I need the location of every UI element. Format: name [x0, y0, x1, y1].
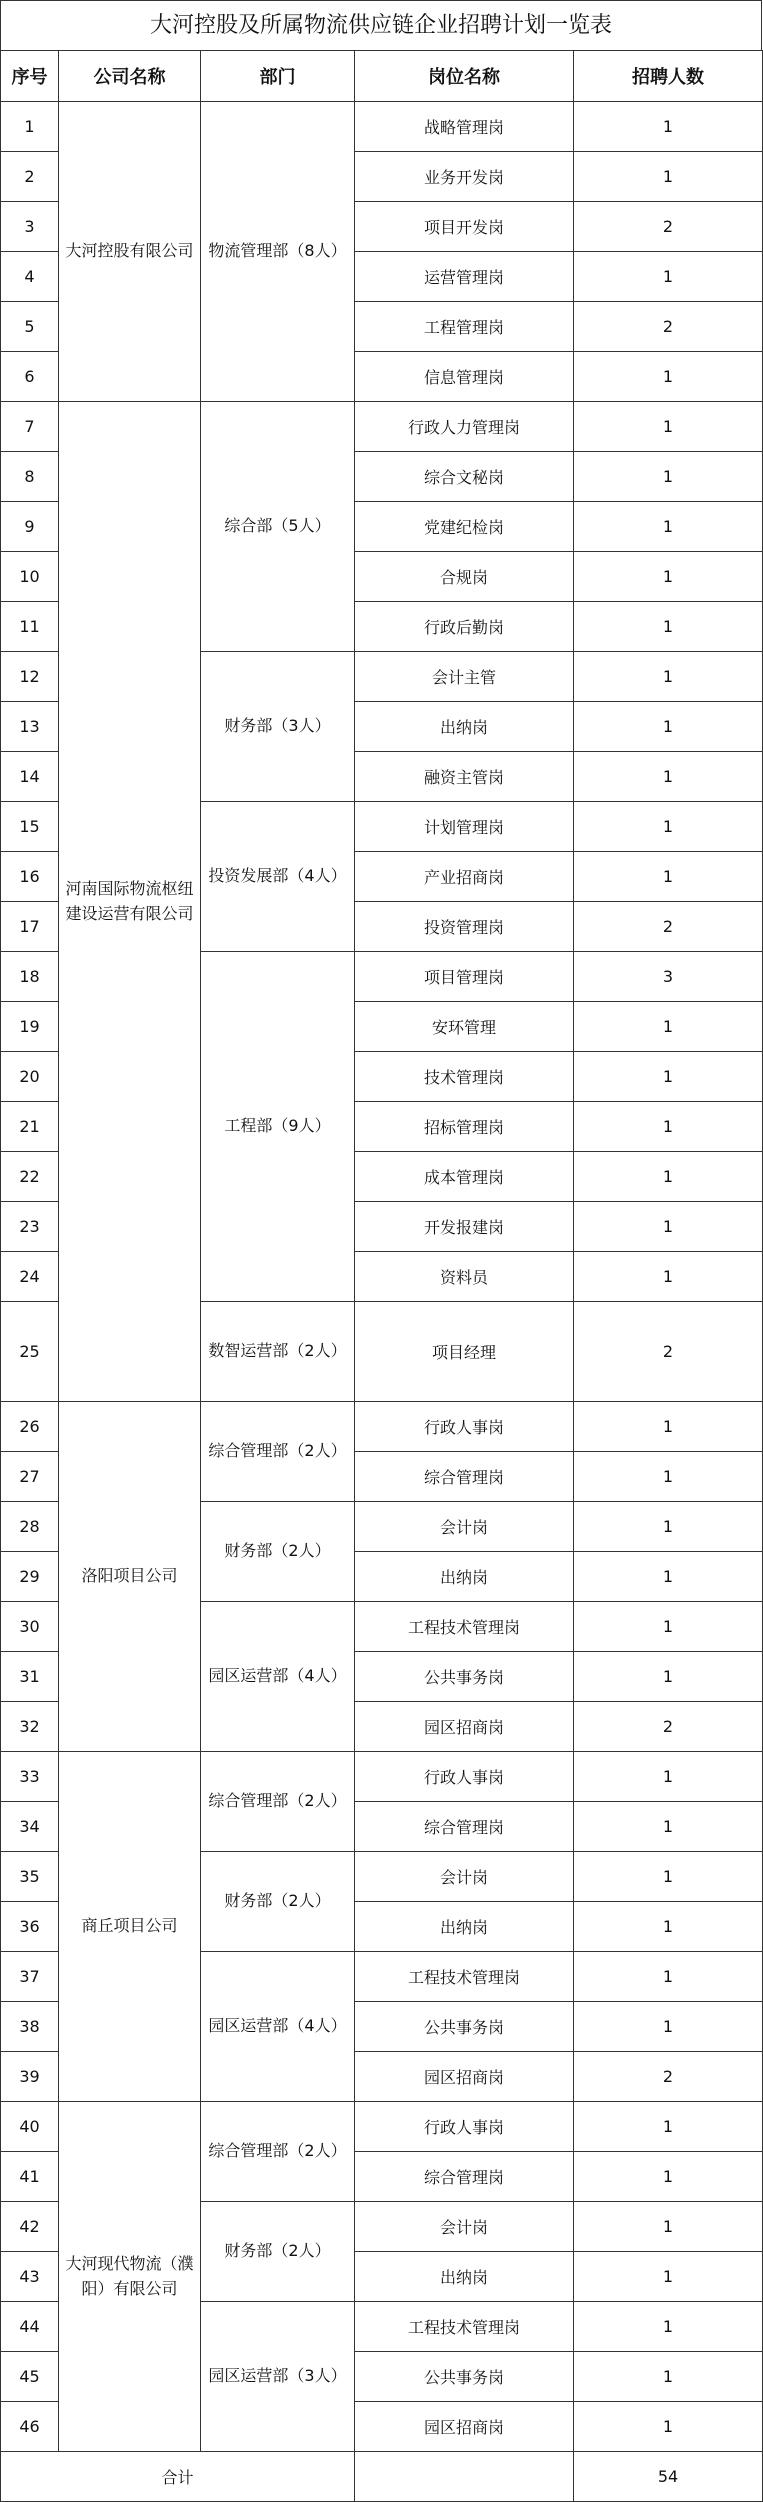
table-row: [1, 2102, 763, 2152]
position-name: 开发报建岗: [355, 1202, 574, 1252]
row-number: 18: [1, 952, 59, 1002]
row-number: 17: [1, 902, 59, 952]
row-number: 6: [1, 352, 59, 402]
page-title: 大河控股及所属物流供应链企业招聘计划一览表: [0, 0, 762, 50]
position-name: 工程技术管理岗: [355, 1602, 574, 1652]
company-name: 洛阳项目公司: [59, 1402, 201, 1752]
hire-count: 1: [574, 2302, 763, 2352]
header-no: 序号: [1, 51, 59, 102]
row-number: 8: [1, 452, 59, 502]
position-name: 投资管理岗: [355, 902, 574, 952]
position-name: 出纳岗: [355, 1902, 574, 1952]
row-number: 16: [1, 852, 59, 902]
position-name: 行政人力管理岗: [355, 402, 574, 452]
row-number: 35: [1, 1852, 59, 1902]
row-number: 31: [1, 1652, 59, 1702]
hire-count: 1: [574, 1102, 763, 1152]
position-name: 行政后勤岗: [355, 602, 574, 652]
hire-count: 1: [574, 2252, 763, 2302]
department-name: 财务部（2人）: [201, 1502, 355, 1602]
row-number: 32: [1, 1702, 59, 1752]
position-name: 综合管理岗: [355, 1802, 574, 1852]
row-number: 30: [1, 1602, 59, 1652]
row-number: 33: [1, 1752, 59, 1802]
hire-count: 1: [574, 702, 763, 752]
hire-count: 1: [574, 2402, 763, 2452]
hire-count: 1: [574, 452, 763, 502]
position-name: 园区招商岗: [355, 2052, 574, 2102]
row-number: 5: [1, 302, 59, 352]
row-number: 9: [1, 502, 59, 552]
position-name: 计划管理岗: [355, 802, 574, 852]
department-name: 数智运营部（2人）: [201, 1302, 355, 1402]
company-name: 河南国际物流枢纽建设运营有限公司: [59, 402, 201, 1402]
row-number: 25: [1, 1302, 59, 1402]
hire-count: 1: [574, 2202, 763, 2252]
position-name: 技术管理岗: [355, 1052, 574, 1102]
row-number: 26: [1, 1402, 59, 1452]
row-number: 19: [1, 1002, 59, 1052]
header-company: 公司名称: [59, 51, 201, 102]
department-name: 综合管理部（2人）: [201, 2102, 355, 2202]
position-name: 工程管理岗: [355, 302, 574, 352]
hire-count: 1: [574, 1652, 763, 1702]
position-name: 资料员: [355, 1252, 574, 1302]
position-name: 党建纪检岗: [355, 502, 574, 552]
position-name: 项目管理岗: [355, 952, 574, 1002]
hire-count: 1: [574, 102, 763, 152]
row-number: 36: [1, 1902, 59, 1952]
position-name: 工程技术管理岗: [355, 1952, 574, 2002]
table-row: [1, 102, 763, 152]
table-row: [1, 1402, 763, 1452]
department-name: 综合管理部（2人）: [201, 1402, 355, 1502]
hire-count: 1: [574, 352, 763, 402]
row-number: 41: [1, 2152, 59, 2202]
row-number: 40: [1, 2102, 59, 2152]
row-number: 37: [1, 1952, 59, 2002]
position-name: 合规岗: [355, 552, 574, 602]
position-name: 公共事务岗: [355, 2002, 574, 2052]
total-row: [1, 2452, 763, 2502]
row-number: 4: [1, 252, 59, 302]
hire-count: 1: [574, 1152, 763, 1202]
total-value: 54: [574, 2452, 763, 2502]
row-number: 43: [1, 2252, 59, 2302]
hire-count: 1: [574, 2152, 763, 2202]
hire-count: 2: [574, 902, 763, 952]
hire-count: 1: [574, 1852, 763, 1902]
row-number: 34: [1, 1802, 59, 1852]
row-number: 39: [1, 2052, 59, 2102]
position-name: 运营管理岗: [355, 252, 574, 302]
table-row: [1, 1752, 763, 1802]
row-number: 28: [1, 1502, 59, 1552]
row-number: 14: [1, 752, 59, 802]
company-name: 大河控股有限公司: [59, 102, 201, 402]
row-number: 11: [1, 602, 59, 652]
total-label: 合计: [1, 2452, 355, 2502]
row-number: 2: [1, 152, 59, 202]
hire-count: 1: [574, 802, 763, 852]
department-name: 综合部（5人）: [201, 402, 355, 652]
hire-count: 2: [574, 1302, 763, 1402]
position-name: 行政人事岗: [355, 2102, 574, 2152]
hire-count: 2: [574, 1702, 763, 1752]
row-number: 13: [1, 702, 59, 752]
hire-count: 1: [574, 752, 763, 802]
position-name: 出纳岗: [355, 702, 574, 752]
hire-count: 2: [574, 302, 763, 352]
hire-count: 1: [574, 1452, 763, 1502]
hire-count: 1: [574, 1052, 763, 1102]
row-number: 29: [1, 1552, 59, 1602]
hire-count: 1: [574, 852, 763, 902]
position-name: 综合管理岗: [355, 1452, 574, 1502]
header-position: 岗位名称: [355, 51, 574, 102]
hire-count: 3: [574, 952, 763, 1002]
recruitment-table: [0, 50, 763, 2502]
row-number: 12: [1, 652, 59, 702]
position-name: 业务开发岗: [355, 152, 574, 202]
table-row: [1, 402, 763, 452]
row-number: 45: [1, 2352, 59, 2402]
hire-count: 1: [574, 2102, 763, 2152]
row-number: 10: [1, 552, 59, 602]
department-name: 物流管理部（8人）: [201, 102, 355, 402]
row-number: 21: [1, 1102, 59, 1152]
position-name: 行政人事岗: [355, 1402, 574, 1452]
row-number: 42: [1, 2202, 59, 2252]
row-number: 20: [1, 1052, 59, 1102]
hire-count: 1: [574, 1752, 763, 1802]
company-name: 商丘项目公司: [59, 1752, 201, 2102]
position-name: 招标管理岗: [355, 1102, 574, 1152]
row-number: 23: [1, 1202, 59, 1252]
row-number: 7: [1, 402, 59, 452]
hire-count: 1: [574, 2352, 763, 2402]
hire-count: 1: [574, 1002, 763, 1052]
table-body: [1, 102, 763, 2452]
position-name: 行政人事岗: [355, 1752, 574, 1802]
row-number: 27: [1, 1452, 59, 1502]
row-number: 46: [1, 2402, 59, 2452]
position-name: 公共事务岗: [355, 2352, 574, 2402]
position-name: 园区招商岗: [355, 2402, 574, 2452]
hire-count: 1: [574, 652, 763, 702]
hire-count: 1: [574, 1602, 763, 1652]
department-name: 财务部（2人）: [201, 1852, 355, 1952]
position-name: 出纳岗: [355, 1552, 574, 1602]
hire-count: 1: [574, 252, 763, 302]
hire-count: 1: [574, 2002, 763, 2052]
row-number: 38: [1, 2002, 59, 2052]
position-name: 产业招商岗: [355, 852, 574, 902]
hire-count: 1: [574, 502, 763, 552]
hire-count: 1: [574, 1952, 763, 2002]
header-dept: 部门: [201, 51, 355, 102]
hire-count: 1: [574, 402, 763, 452]
position-name: 会计岗: [355, 1852, 574, 1902]
hire-count: 1: [574, 1252, 763, 1302]
position-name: 工程技术管理岗: [355, 2302, 574, 2352]
department-name: 投资发展部（4人）: [201, 802, 355, 952]
department-name: 园区运营部（4人）: [201, 1952, 355, 2102]
department-name: 工程部（9人）: [201, 952, 355, 1302]
department-name: 财务部（2人）: [201, 2202, 355, 2302]
hire-count: 2: [574, 202, 763, 252]
position-name: 综合管理岗: [355, 2152, 574, 2202]
department-name: 财务部（3人）: [201, 652, 355, 802]
position-name: 出纳岗: [355, 2252, 574, 2302]
hire-count: 2: [574, 2052, 763, 2102]
hire-count: 1: [574, 152, 763, 202]
hire-count: 1: [574, 1402, 763, 1452]
position-name: 成本管理岗: [355, 1152, 574, 1202]
hire-count: 1: [574, 1902, 763, 1952]
position-name: 融资主管岗: [355, 752, 574, 802]
row-number: 3: [1, 202, 59, 252]
hire-count: 1: [574, 1502, 763, 1552]
position-name: 公共事务岗: [355, 1652, 574, 1702]
position-name: 战略管理岗: [355, 102, 574, 152]
total-spacer: [355, 2452, 574, 2502]
hire-count: 1: [574, 1552, 763, 1602]
row-number: 44: [1, 2302, 59, 2352]
hire-count: 1: [574, 602, 763, 652]
row-number: 15: [1, 802, 59, 852]
position-name: 会计主管: [355, 652, 574, 702]
department-name: 园区运营部（4人）: [201, 1602, 355, 1752]
row-number: 1: [1, 102, 59, 152]
header-row: [1, 51, 763, 102]
position-name: 项目开发岗: [355, 202, 574, 252]
department-name: 综合管理部（2人）: [201, 1752, 355, 1852]
row-number: 24: [1, 1252, 59, 1302]
position-name: 综合文秘岗: [355, 452, 574, 502]
hire-count: 1: [574, 1202, 763, 1252]
row-number: 22: [1, 1152, 59, 1202]
department-name: 园区运营部（3人）: [201, 2302, 355, 2452]
position-name: 会计岗: [355, 1502, 574, 1552]
hire-count: 1: [574, 1802, 763, 1852]
position-name: 安环管理: [355, 1002, 574, 1052]
position-name: 会计岗: [355, 2202, 574, 2252]
position-name: 园区招商岗: [355, 1702, 574, 1752]
position-name: 信息管理岗: [355, 352, 574, 402]
header-count: 招聘人数: [574, 51, 763, 102]
company-name: 大河现代物流（濮阳）有限公司: [59, 2102, 201, 2452]
position-name: 项目经理: [355, 1302, 574, 1402]
hire-count: 1: [574, 552, 763, 602]
